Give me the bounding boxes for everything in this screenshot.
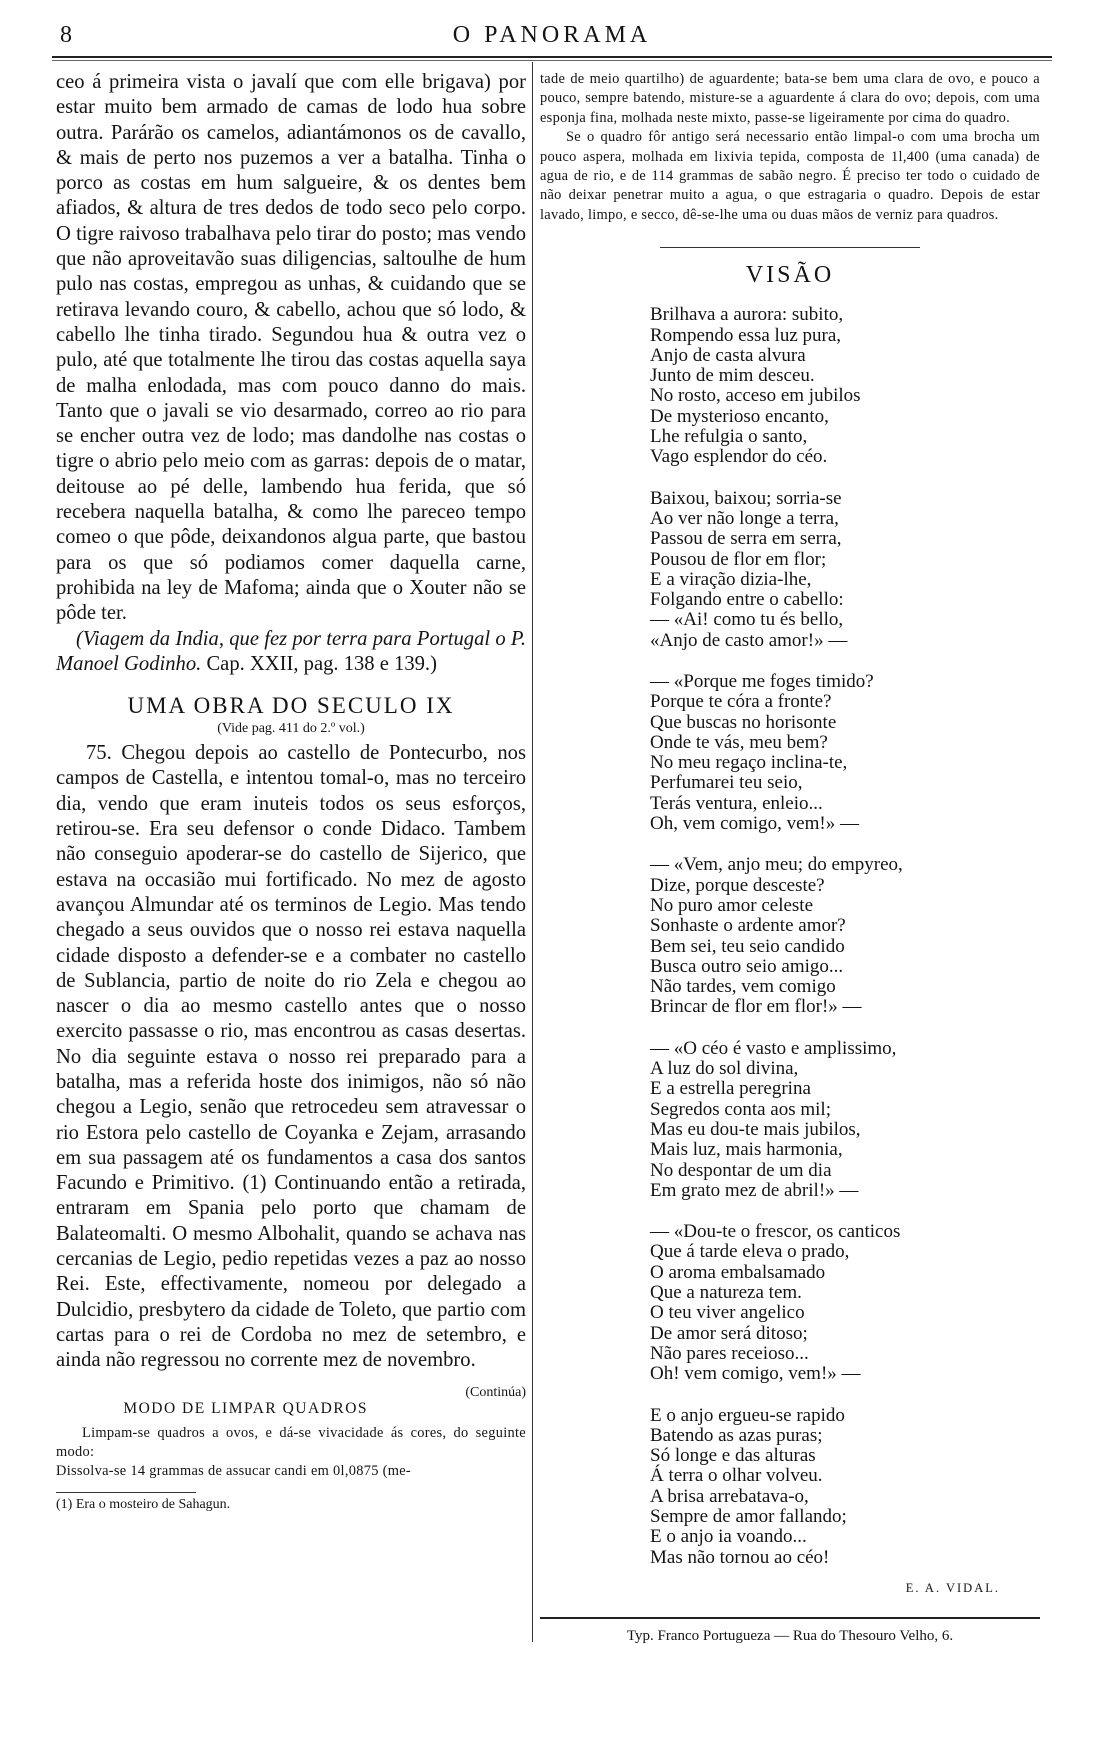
poem-verse: — «Dou-te o frescor, os canticos [650,1221,901,1243]
poem-verse: Ao ver não longe a terra, [650,507,839,529]
header-rule [52,56,1052,61]
poem-stanza [650,1222,1040,1384]
poem-verse: Brincar de flor em flor!» — [650,996,862,1018]
continua-label: (Continúa) [465,1384,526,1400]
poem-verse: Pousou de flor em flor; [650,548,827,570]
poem-verse: Que buscas no horisonte [650,711,837,733]
poem-verse: Mas eu dou-te mais jubilos, [650,1118,861,1140]
poem-stanza [650,305,1040,467]
poem-verse: Dize, porque desceste? [650,874,825,896]
poem-verse: Baixou, baixou; sorria-se [650,487,842,509]
poem-verse: Bem sei, teu seio candido [650,935,845,957]
section-body-text: 75. Chegou depois ao castello de Pontecurbo, nos campos de Castella, e intentou tomal-o, mas no terceiro dia, vendo que eram inuteis todos os seus esforços, retirou-se. Era seu defensor o conde Didaco. Tambem não conseguio apoderar-se do castello de Sijerico, que estava na occasião mui fortificado. No mez de agosto avançou Almundar até os terminos de Legio. Mas tendo chegado a seus ouvidos que o nosso rei estava naquella cidade disposto a defender-se e a combater no castello de Sublancia, partio de noite do rio Zela e chegou ao nascer o dia ao mesmo castello antes que o nosso exercito passasse o rio, mas encontrou as casas desertas. No dia seguinte estava o nosso rei preparado para a batalha, mas a referida hoste dos inimigos, não só não chegou a Legio, senão que retrocedeu sem atravessar o rio Estora pelo castello de Coyanka e Zejam, arrasando em sua passagem até os fundamentos a casa dos santos Facundo e Primitivo. (1) Continuando então a retirada, entraram em Spania pelo porto que chamam de Balateomalti. O mesmo Albohalit, quando se achava nas cercanias de Legio, pedio repetidas vezes a paz ao nosso Rei. Este, effectivamente, nomeou por delegado a Dulcidio, presbytero da cidade de Toleto, que partio com cartas para o rei de Cordoba no mez de setembro, e ainda não regressou no corrente mez de novembro. [56,742,526,1372]
page-number: 8 [60,22,72,48]
poem-verse: Lhe refulgia o santo, [650,426,808,448]
poem-verse: No meu regaço inclina-te, [650,752,848,774]
section-body-obra [56,741,526,1400]
poem-verse: — «Porque me foges timido? [650,671,874,692]
quadros-old-paintings: Se o quadro fôr antigo será necessario então limpal-o com uma brocha um pouco aspera, molhada em lixivia tepida, composta de 1l,400 (uma canada) de agua de rio, e de 114 grammas de sabão negro. É preciso ter todo o cuidado de não deixar penetrar muito a agua, o que estragaria o quadro. Depois de estar lavado, limpo, e secco, dê-se-lhe uma ou duas mãos de verniz para quadros. [540,129,1040,223]
narrative-paragraph: ceo á primeira vista o javalí que com elle brigava) por estar muito bem armado de camas de lodo hua sobre outra. Parárão os camelos, adiantámonos os de cavallo, & mais de perto nos puzemos a ver a batalha. Tinha o porco as costas em hum salgueire, & os dentes bem afiados, & altura de tres dedos de todo seco pelo corpo. O tigre raivoso trabalhava pelo tirar do posto; mas vendo que não aproveitavão suas diligencias, saltoulhe de hum pulo nas costas, empregou as unhas, & cuidando que se retirava levando couro, & cabello, achou que só lodo, & cabello lhe tinha tirado. Segundou hua & outra vez o pulo, até que totalmente lhe tirou das costas aquella saya de malha enlodada, mas com pouco danno do mais. Tanto que o javali se vio desarmado, correo ao rio para se encher outra vez de lodo; mas dandolhe nas costas o tigre o abrio pelo meio com as garras: depois de o matar, deitouse ao pé delle, lambendo hua ferida, que só recebera naquella batalha, & como lhe pareceo tempo comeo o que pôde, deixandonos algua parte, que bastou para os que só podiamos comer daquella carne, prohibida na ley de Mafoma; ainda que o Xouter não se pôde ter. [56,71,526,625]
right-column [540,70,1040,1596]
poem-verse: Junto de mim desceu. [650,365,815,387]
poem-verse: Perfumarei teu seio, [650,772,803,794]
poem-verse: Não pares receioso... [650,1342,809,1364]
poem-verse: Busca outro seio amigo... [650,955,844,977]
footnote-rule [56,1492,196,1493]
poem-verse: De amor será ditoso; [650,1322,808,1344]
poem-verse: No rosto, acceso em jubilos [650,385,861,407]
poem-verse: Brilhava a aurora: subito, [650,304,844,326]
poem-verse: A luz do sol divina, [650,1058,799,1080]
poem-body [650,305,1040,1568]
poem-stanza [650,855,1040,1017]
poem-title: VISÃO [745,262,835,289]
poem-verse: Onde te vás, meu bem? [650,731,828,753]
section-title-obra: UMA OBRA DO SECULO IX [127,693,455,719]
poem-stanza [650,672,1040,834]
poem-stanza [650,1039,1040,1201]
poem-verse: Passou de serra em serra, [650,528,842,550]
poem-verse: Oh! vem comigo, vem!» — [650,1363,861,1385]
poem-verse: Em grato mez de abril!» — [650,1179,859,1201]
poem-verse: E o anjo ergueu-se rapido [650,1404,845,1426]
printer-imprint: Typ. Franco Portugueza — Rua do Thesouro Velho, 6. [626,1628,954,1644]
poem-verse: Não tardes, vem comigo [650,976,836,998]
poem-verse: Que a natureza tem. [650,1282,802,1304]
poem-verse: Folgando entre o cabello: [650,589,844,611]
quadros-continuation: tade de meio quartilho) de aguardente; bata-se bem uma clara de ovo, e pouco a pouco, sempre batendo, misture-se a aguardente á clara do ovo; depois, com uma esponja fina, molhada neste mixto, passe-se ligeiramente por cima do quadro. [540,71,1040,126]
source-citation [56,627,526,678]
poem-verse: — «Vem, anjo meu; do empyreo, [650,854,903,876]
poem-verse: Batendo as azas puras; [650,1424,823,1446]
poem-verse: Só longe e das alturas [650,1445,816,1467]
section-title-quadros: MODO DE LIMPAR QUADROS [123,1399,369,1417]
poem-verse: Segredos conta aos mil; [650,1098,831,1120]
poem-verse: De mysterioso encanto, [650,405,829,427]
left-column [56,70,526,1513]
poem-verse: E o anjo ia voando... [650,1526,807,1548]
poem-verse: — «O céo é vasto e amplissimo, [650,1037,897,1059]
poem-verse: E a estrella peregrina [650,1078,811,1100]
poem-verse: E a viração dizia-lhe, [650,568,812,590]
poem-verse: Oh, vem comigo, vem!» — [650,813,859,835]
poem-verse: No puro amor celeste [650,894,814,916]
poem-verse: Vago esplendor do céo. [650,446,828,468]
poem-stanza [650,1406,1040,1568]
poem-verse: Porque te córa a fronte? [650,691,832,713]
column-divider [532,62,533,1642]
poem-verse: Terás ventura, enleio... [650,792,823,814]
poem-verse: Mais luz, mais harmonia, [650,1139,843,1161]
poem-verse: Sonhaste o ardente amor? [650,915,846,937]
poem-verse: Anjo de casta alvura [650,344,806,366]
poem-stanza [650,489,1040,651]
journal-title: O PANORAMA [452,22,652,48]
quadros-intro: Limpam-se quadros a ovos, e dá-se vivacidade ás cores, do seguinte modo: [56,1424,526,1460]
source-title: (Viagem da India, que fez por terra para Portugal o P. Manoel Godinho. [56,627,526,675]
poem-verse: O aroma embalsamado [650,1261,826,1283]
poem-verse: O teu viver angelico [650,1302,805,1324]
footnote: (1) Era o mosteiro de Sahagun. [56,1496,231,1512]
poem-verse: Sempre de amor fallando; [650,1505,847,1527]
poem-verse: — «Ai! como tu és bello, [650,609,844,631]
poem-verse: Que á tarde eleva o prado, [650,1241,850,1263]
quadros-step-1: Dissolva-se 14 grammas de assucar candi em 0l,0875 (me- [56,1463,411,1480]
poem-verse: «Anjo de casto amor!» — [650,629,848,651]
poem-top-rule [660,247,920,248]
source-pages: Cap. XXII, pag. 138 e 139.) [201,652,437,675]
poem-author: E. A. VIDAL. [905,1580,1000,1595]
poem-verse: A brisa arrebatava-o, [650,1485,809,1507]
page-header [52,22,1052,48]
printer-rule [540,1617,1040,1619]
poem-verse: Mas não tornou ao céo! [650,1546,830,1568]
poem-verse: No despontar de um dia [650,1159,832,1181]
poem-verse: Á terra o olhar volveu. [650,1465,823,1487]
poem-verse: Rompendo essa luz pura, [650,324,842,346]
section-reference-note: (Vide pag. 411 do 2.º vol.) [217,721,365,737]
